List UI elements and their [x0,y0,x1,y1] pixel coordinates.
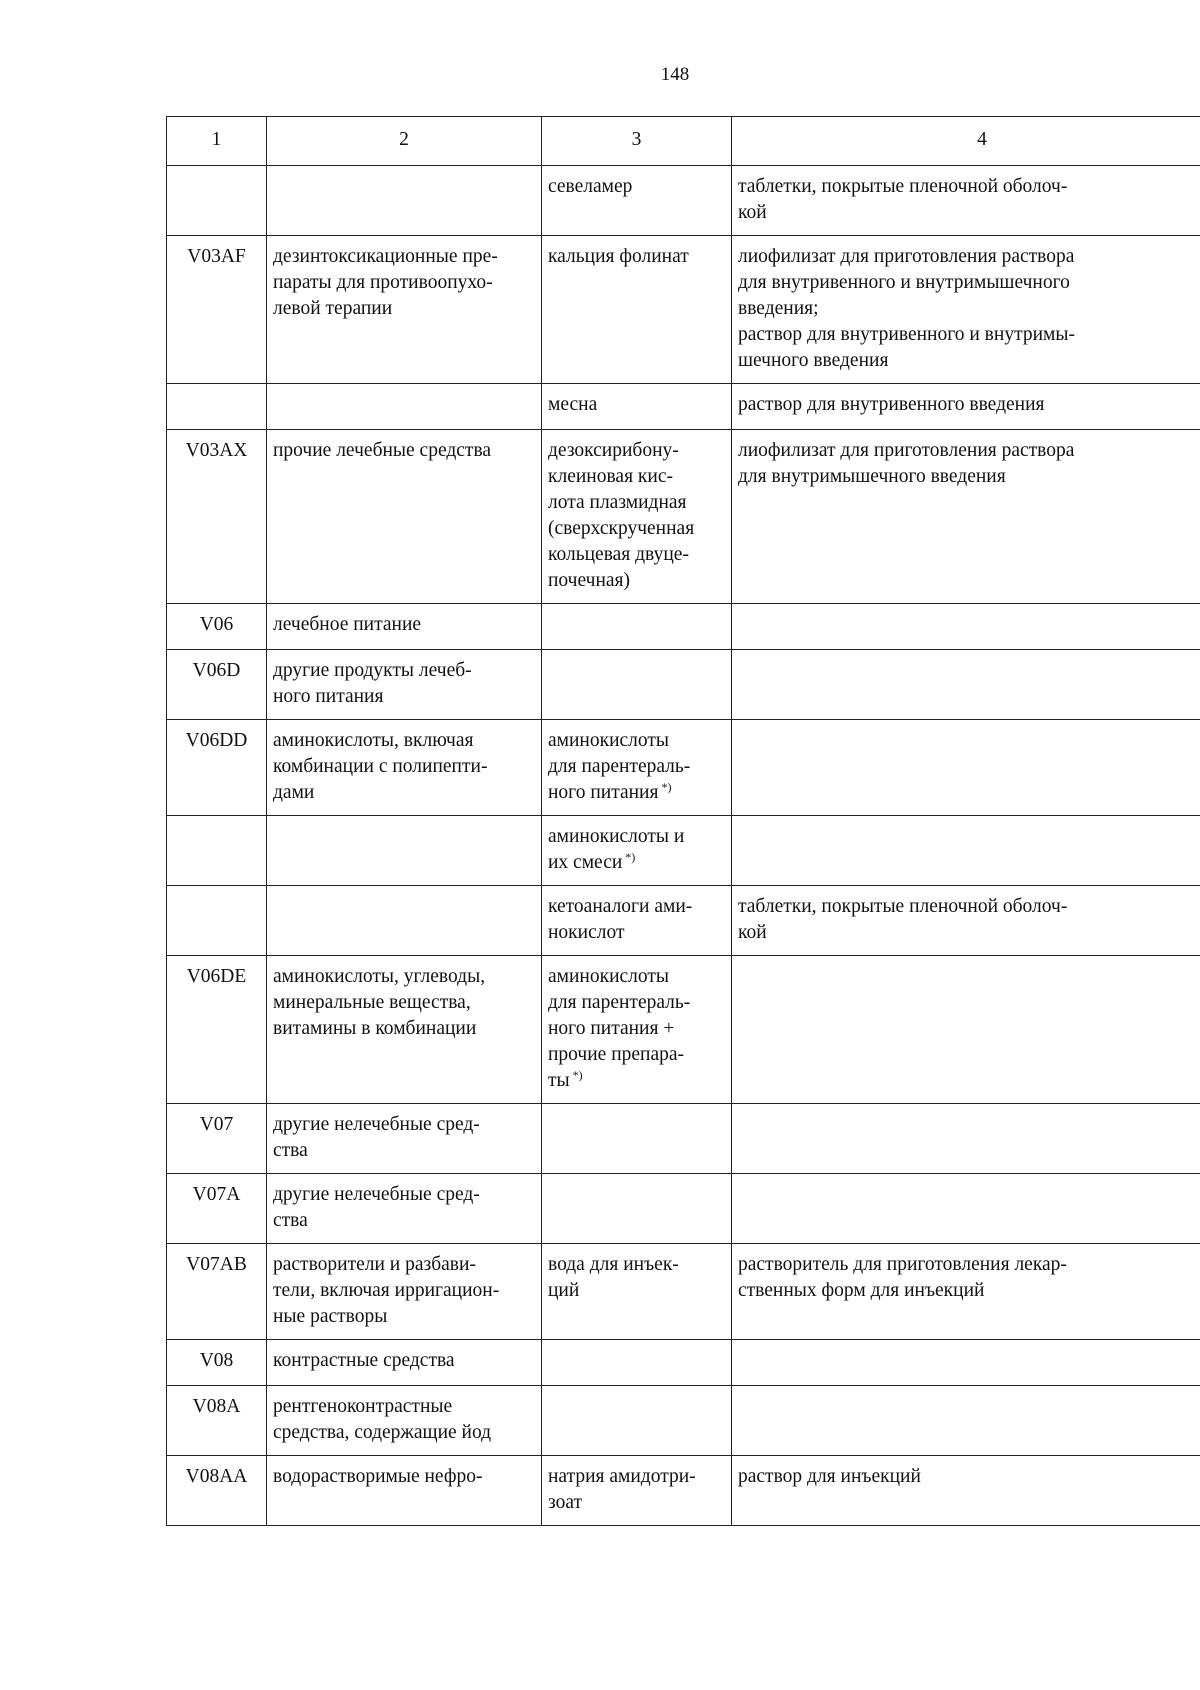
table-row [167,1386,1200,1456]
form-cell-text: раствор для внутривенного введения [738,394,1045,415]
table-row [167,1174,1200,1244]
code-cell-text: V07AB [186,1254,247,1275]
form-cell-text: растворитель для приготовления лекар- ственных форм для инъекций [738,1254,1067,1301]
code-cell [167,886,267,956]
form-cell [732,384,1200,430]
substance-cell [542,956,732,1104]
substance-cell [542,1104,732,1174]
code-cell-text: V06DD [185,730,248,751]
group-cell [267,956,542,1104]
group-cell-text: дезинтоксикационные пре- параты для противоопухо- левой терапии [273,246,498,319]
substance-cell-text: месна [548,394,598,415]
group-cell [267,236,542,384]
footnote-mark: *) [661,780,672,794]
code-cell [167,430,267,604]
substance-cell [542,720,732,816]
substance-cell [542,886,732,956]
code-cell [167,1340,267,1386]
code-cell [167,166,267,236]
group-cell [267,650,542,720]
form-cell [732,1104,1200,1174]
table-row [167,384,1200,430]
code-cell [167,1244,267,1340]
column-header: 4 [732,117,1200,166]
column-header: 1 [167,117,267,166]
group-cell [267,1104,542,1174]
code-cell [167,1104,267,1174]
substance-cell [542,1386,732,1456]
substance-cell [542,384,732,430]
table-row [167,816,1200,886]
substance-cell-text: вода для инъек- ций [548,1254,679,1301]
drug-table [166,116,1200,1526]
group-cell [267,1340,542,1386]
group-cell-text: лечебное питание [273,614,422,635]
form-cell-text: раствор для инъекций [738,1466,921,1487]
group-cell-text: аминокислоты, углеводы, минеральные вещества, витамины в комбинации [273,966,486,1039]
substance-cell [542,1456,732,1526]
substance-cell [542,166,732,236]
group-cell-text: прочие лечебные средства [273,440,492,461]
code-cell [167,720,267,816]
group-cell [267,1174,542,1244]
group-cell-text: аминокислоты, включая комбинации с полипепти- дами [273,730,488,803]
group-cell [267,720,542,816]
column-header: 2 [267,117,542,166]
code-cell-text: V08AA [185,1466,248,1487]
table-row [167,430,1200,604]
code-cell-text: V06D [192,660,241,681]
code-cell [167,1456,267,1526]
substance-cell [542,236,732,384]
substance-cell-text: кетоаналоги ами- нокислот [548,896,693,943]
form-cell-text: таблетки, покрытые пленочной оболоч- кой [738,896,1068,943]
table-row [167,720,1200,816]
form-cell [732,720,1200,816]
group-cell [267,1456,542,1526]
group-cell [267,166,542,236]
code-cell [167,384,267,430]
substance-cell [542,430,732,604]
form-cell-text: таблетки, покрытые пленочной оболоч- кой [738,176,1068,223]
code-cell [167,816,267,886]
group-cell-text: растворители и разбави- тели, включая ирригацион- ные растворы [273,1254,500,1327]
table-row [167,1244,1200,1340]
form-cell [732,1340,1200,1386]
group-cell-text: контрастные средства [273,1350,455,1371]
substance-cell-text: аминокислоты и их смеси [548,826,685,873]
group-cell [267,430,542,604]
group-cell-text: другие нелечебные сред- ства [273,1114,480,1161]
substance-cell-text: кальция фолинат [548,246,689,267]
code-cell-text: V08 [199,1350,234,1371]
table-row [167,650,1200,720]
code-cell-text: V03AX [185,440,248,461]
form-cell [732,956,1200,1104]
group-cell [267,886,542,956]
group-cell [267,604,542,650]
substance-cell [542,604,732,650]
code-cell [167,604,267,650]
group-cell-text: другие продукты лечеб- ного питания [273,660,472,707]
code-cell-text: V03AF [187,246,246,267]
footnote-mark: *) [572,1068,583,1082]
column-header: 3 [542,117,732,166]
code-cell-text: V07A [192,1184,241,1205]
form-cell [732,236,1200,384]
code-cell [167,1174,267,1244]
table-row [167,956,1200,1104]
table-row [167,1104,1200,1174]
code-cell-text: V06 [199,614,234,635]
form-cell-text: лиофилизат для приготовления раствора для внутримышечного введения [738,440,1075,487]
code-cell-text: V06DE [186,966,247,987]
code-cell [167,1386,267,1456]
form-cell-text: лиофилизат для приготовления раствора для внутривенного и внутримышечного введения; раствор для внутривенного и внутримы- шечного введения [738,246,1075,371]
group-cell-text: рентгеноконтрастные средства, содержащие йод [273,1396,492,1443]
group-cell [267,816,542,886]
group-cell [267,1386,542,1456]
substance-cell-text: дезоксирибону- клеиновая кис- лота плазмидная (сверхскрученная кольцевая двуце- почечная) [548,440,695,591]
table-row [167,166,1200,236]
form-cell [732,1174,1200,1244]
code-cell-text: V07 [199,1114,234,1135]
form-cell [732,816,1200,886]
form-cell [732,430,1200,604]
footnote-mark: *) [625,850,636,864]
form-cell [732,1386,1200,1456]
group-cell [267,1244,542,1340]
substance-cell-text: аминокислоты для парентераль- ного питания [548,730,691,803]
page-number: 148 [660,64,690,85]
group-cell-text: водорастворимые нефро- [273,1466,483,1487]
table-row [167,886,1200,956]
form-cell [732,1244,1200,1340]
group-cell [267,384,542,430]
code-cell [167,650,267,720]
substance-cell [542,1244,732,1340]
substance-cell [542,650,732,720]
form-cell [732,650,1200,720]
substance-cell [542,816,732,886]
table-body [167,117,1200,1526]
code-cell [167,956,267,1104]
table-row [167,604,1200,650]
table-header-row [167,117,1200,166]
substance-cell-text: натрия амидотри- зоат [548,1466,696,1513]
table-row [167,1456,1200,1526]
substance-cell [542,1174,732,1244]
code-cell [167,236,267,384]
table-row [167,1340,1200,1386]
substance-cell-text: севеламер [548,176,633,197]
form-cell [732,604,1200,650]
table-row [167,236,1200,384]
substance-cell [542,1340,732,1386]
form-cell [732,166,1200,236]
form-cell [732,886,1200,956]
substance-cell-text: аминокислоты для парентераль- ного питания + прочие препара- ты [548,966,691,1091]
group-cell-text: другие нелечебные сред- ства [273,1184,480,1231]
code-cell-text: V08A [192,1396,241,1417]
form-cell [732,1456,1200,1526]
